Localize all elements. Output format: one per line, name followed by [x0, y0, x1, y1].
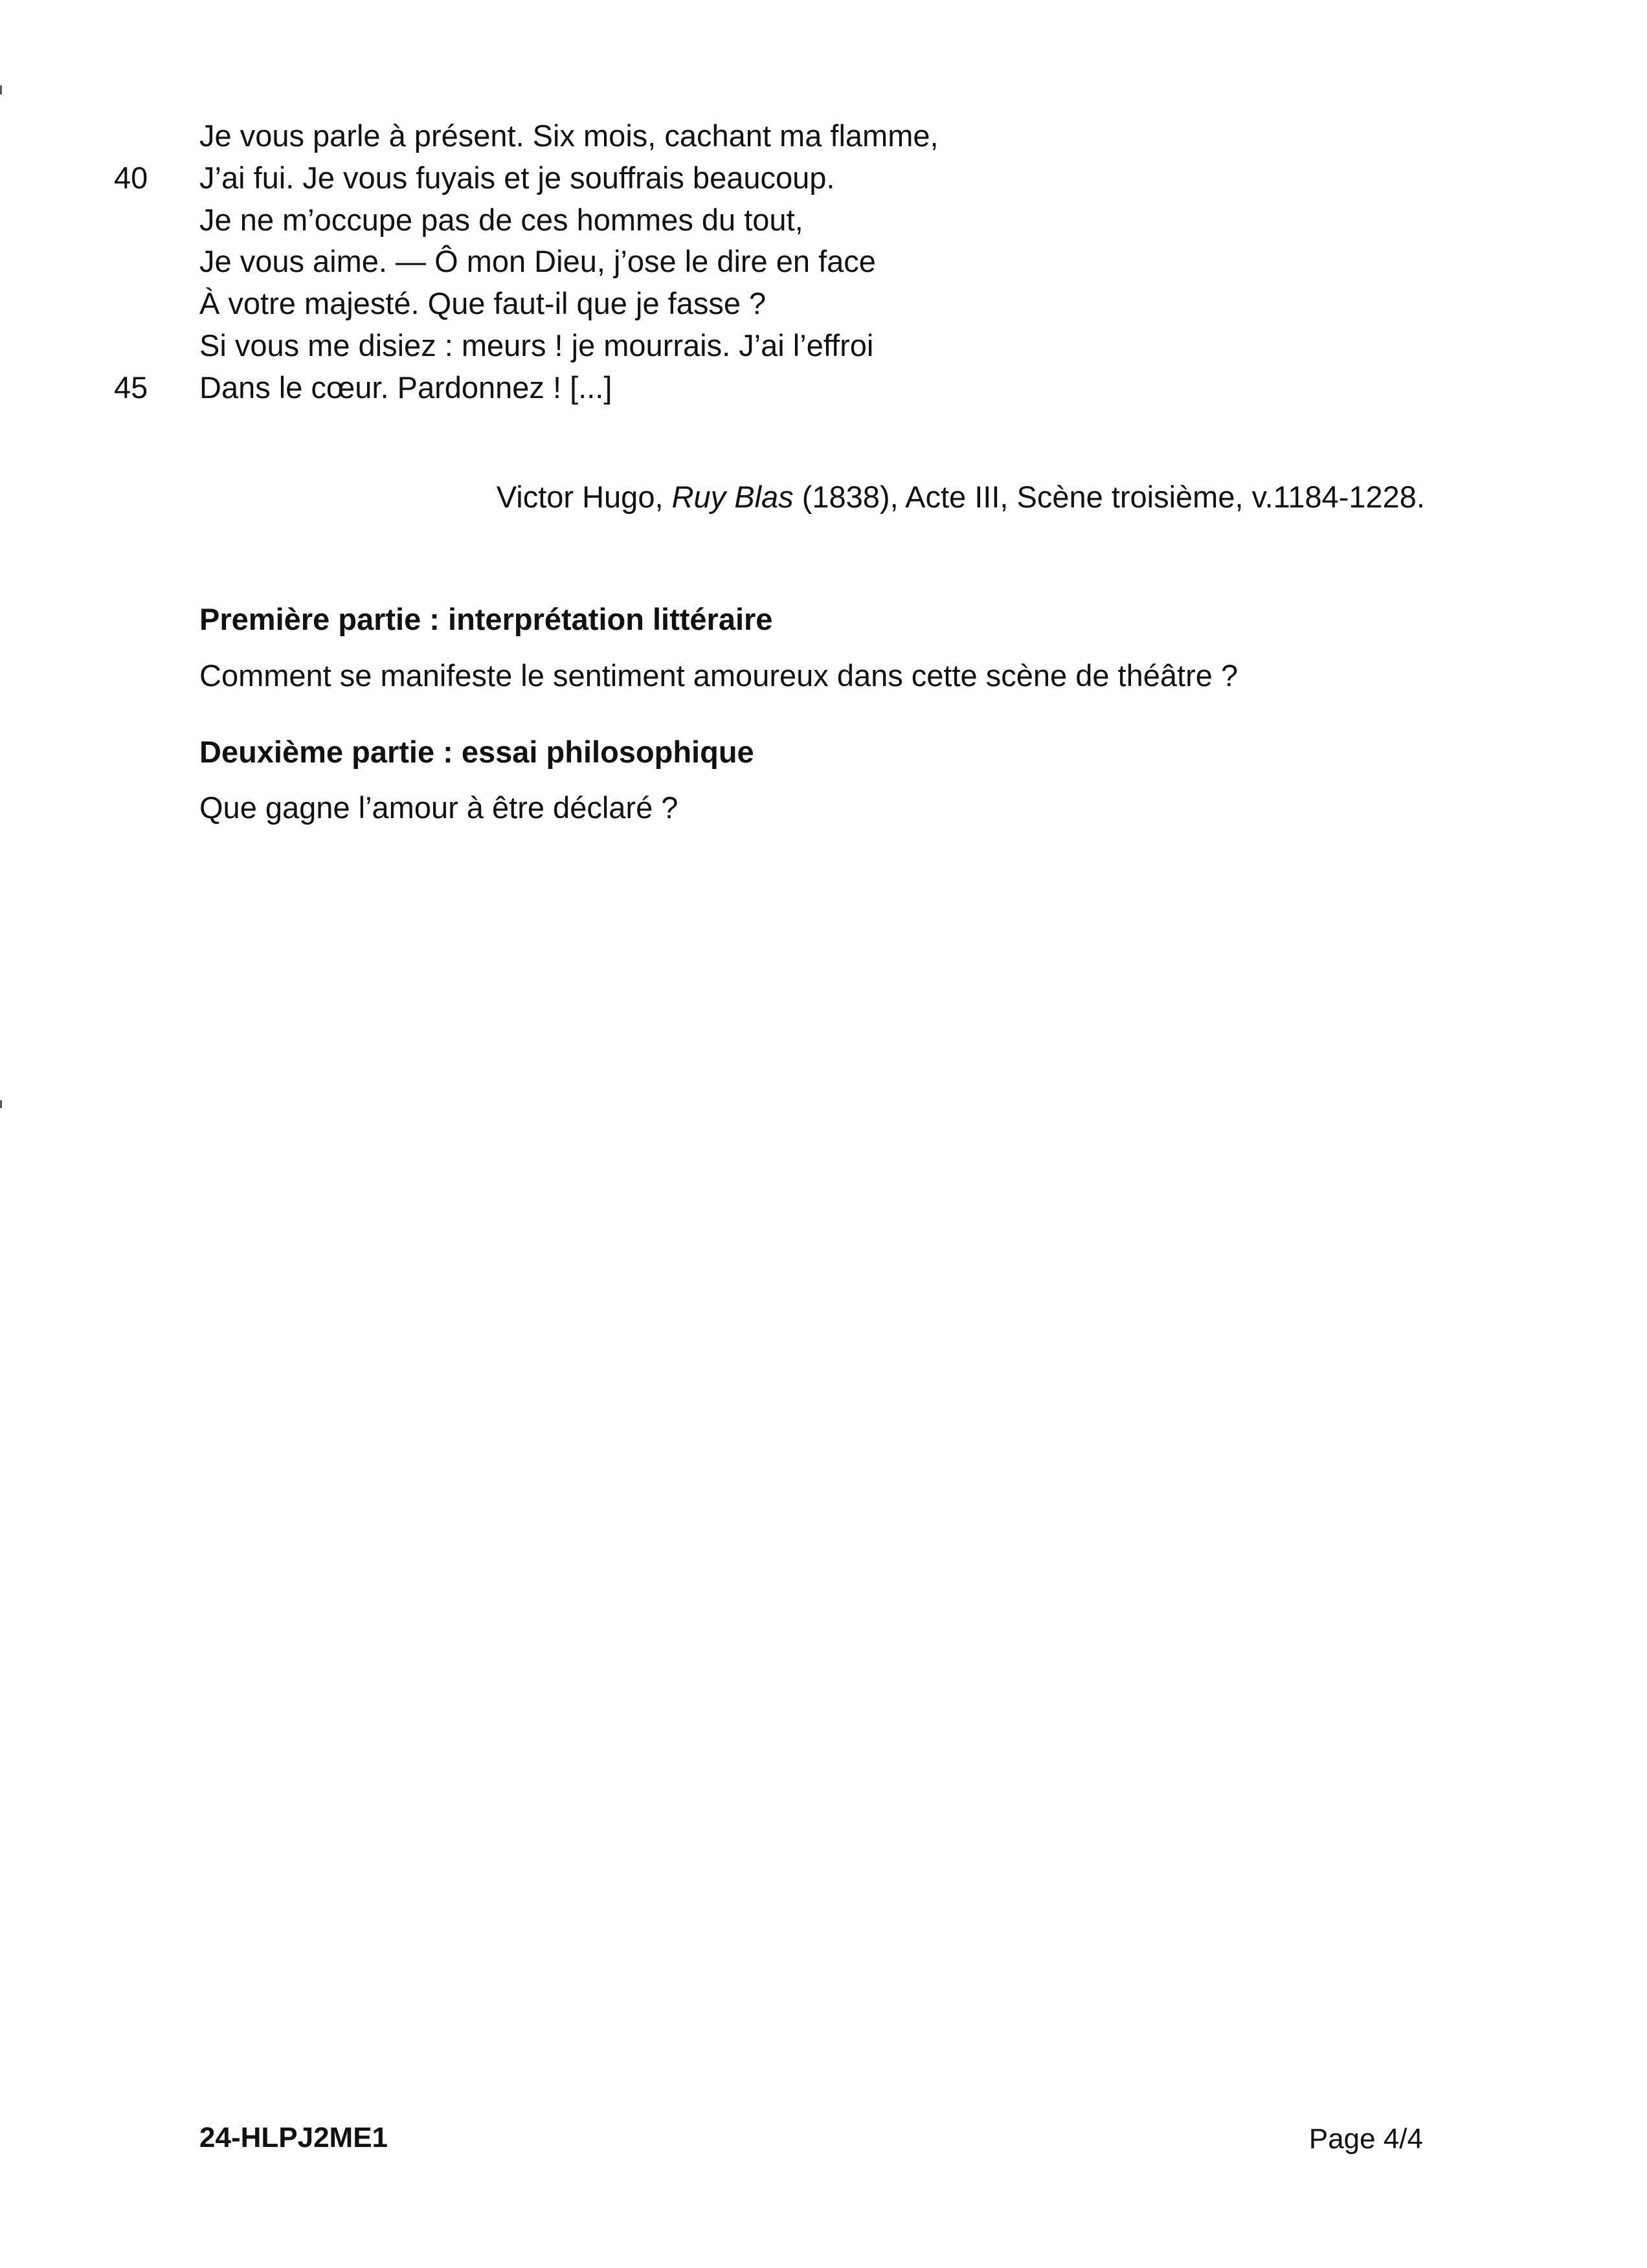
exam-code: 24-HLPJ2ME1 — [199, 2122, 388, 2153]
part1-question: Comment se manifeste le sentiment amoureux dans cette scène de théâtre ? — [199, 658, 1238, 693]
verse-line — [0, 157, 1647, 199]
verse-line — [0, 241, 1647, 283]
page-number: Page 4/4 — [1308, 2123, 1423, 2155]
part2-question: Que gagne l’amour à être déclaré ? — [199, 790, 678, 825]
citation-details: (1838), Acte III, Scène troisième, v.1184-1228. — [793, 480, 1425, 514]
verse-text: Si vous me disiez : meurs ! je mourrais. J’ai l’effroi — [199, 328, 874, 362]
verse-line — [0, 115, 1647, 157]
verse-text: J’ai fui. Je vous fuyais et je souffrais beaucoup. — [199, 160, 835, 195]
verse-line — [0, 199, 1647, 241]
scan-edge-mark — [0, 85, 2, 94]
source-citation — [497, 479, 1425, 515]
verse-number: 40 — [114, 160, 148, 195]
verse-text: Dans le cœur. Pardonnez ! [...] — [199, 370, 612, 405]
verse-line — [0, 325, 1647, 367]
part1-heading: Première partie : interprétation littéraire — [199, 602, 773, 636]
citation-work-title: Ruy Blas — [671, 480, 794, 514]
verse-line — [0, 367, 1647, 409]
verse-text: À votre majesté. Que faut-il que je fasse ? — [199, 286, 767, 321]
verse-text: Je vous parle à présent. Six mois, cachant ma flamme, — [199, 118, 939, 153]
poem-excerpt — [0, 115, 1647, 409]
verse-text: Je vous aime. — Ô mon Dieu, j’ose le dire en face — [199, 244, 876, 279]
verse-text: Je ne m’occupe pas de ces hommes du tout, — [199, 202, 803, 237]
citation-author: Victor Hugo, — [496, 480, 672, 514]
verse-number: 45 — [114, 370, 148, 405]
scan-edge-mark — [0, 1100, 2, 1108]
verse-line — [0, 283, 1647, 325]
part2-heading: Deuxième partie : essai philosophique — [199, 735, 754, 769]
